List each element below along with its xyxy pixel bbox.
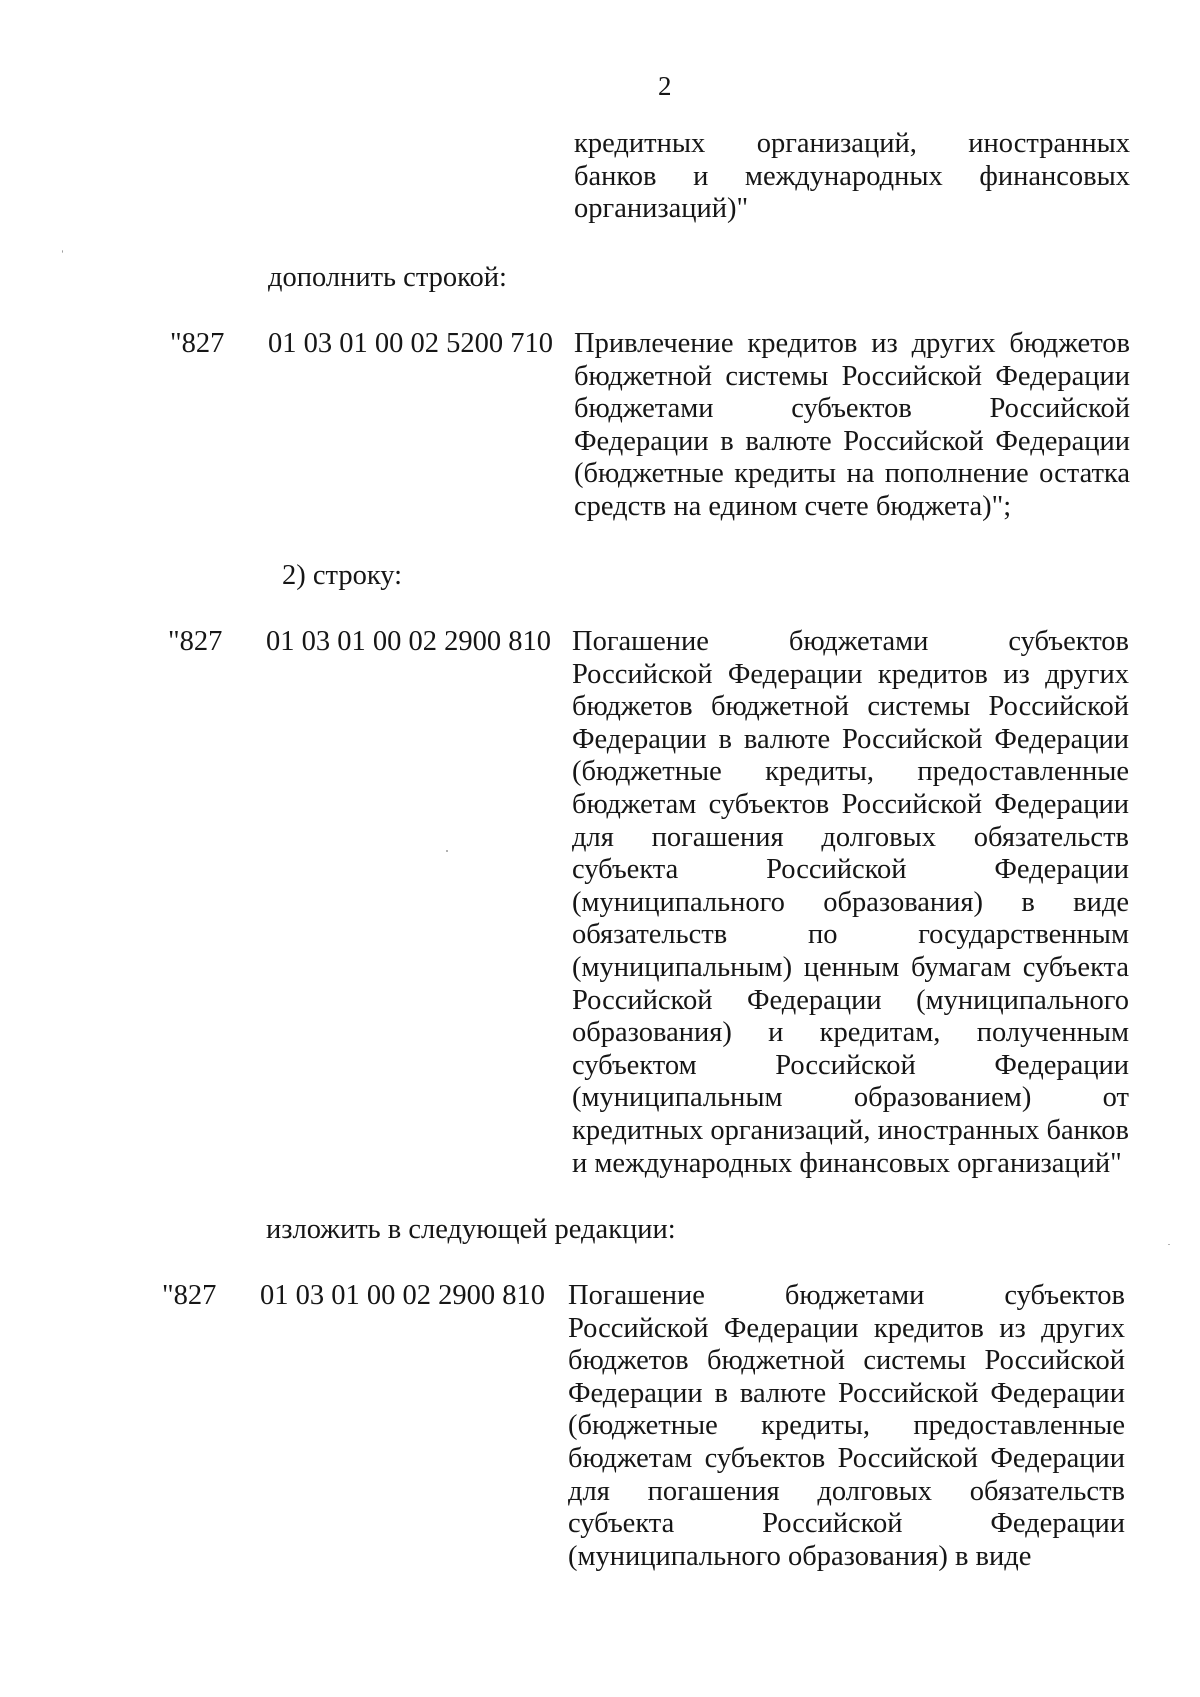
instruction-line: 2) строку:	[282, 560, 403, 591]
instruction-add: дополнить строкой:	[268, 262, 507, 293]
entry-add-code: 01 03 01 00 02 5200 710	[268, 328, 553, 359]
instruction-edit: изложить в следующей редакции:	[266, 1214, 676, 1245]
entry-new-description: Погашение бюджетами субъектов Российской Федерации кредитов из других бюджетов бюджетной системы Российской Федерации в валюте Российской Федерации (бюджетные кредиты, предоставленные бюджетам субъектов Российской Федерации для погашения долговых обязательств субъекта Российской Федерации (муниципального образования) в виде	[568, 1280, 1125, 1572]
entry-old-code: 01 03 01 00 02 2900 810	[266, 626, 551, 657]
entry-old-prefix: "827	[168, 626, 223, 657]
page-number: 2	[658, 71, 672, 101]
scan-speck	[62, 250, 63, 253]
entry-old-description: Погашение бюджетами субъектов Российской Федерации кредитов из других бюджетов бюджетной системы Российской Федерации в валюте Российской Федерации (бюджетные кредиты, предоставленные бюджетам субъектов Российской Федерации для погашения долговых обязательств субъекта Российской Федерации (муниципального образования) в виде обязательств по государственным (муниципальным) ценным бумагам субъекта Российской Федерации (муниципального образования) и кредитам, полученным субъектом Российской Федерации (муниципальным образованием) от кредитных организаций, иностранных банков и международных финансовых организаций"	[572, 626, 1129, 1179]
entry-add-description: Привлечение кредитов из других бюджетов бюджетной системы Российской Федерации бюджетами субъектов Российской Федерации в валюте Российской Федерации (бюджетные кредиты на пополнение остатка средств на едином счете бюджета)";	[574, 328, 1130, 522]
entry-new-prefix: "827	[162, 1280, 217, 1311]
scan-speck	[1168, 1244, 1170, 1245]
entry-add-prefix: "827	[170, 328, 225, 359]
entry-new-code: 01 03 01 00 02 2900 810	[260, 1280, 545, 1311]
continuation-text: кредитных организаций, иностранных банков и международных финансовых организаций)"	[574, 128, 1130, 225]
scan-speck	[446, 850, 448, 852]
